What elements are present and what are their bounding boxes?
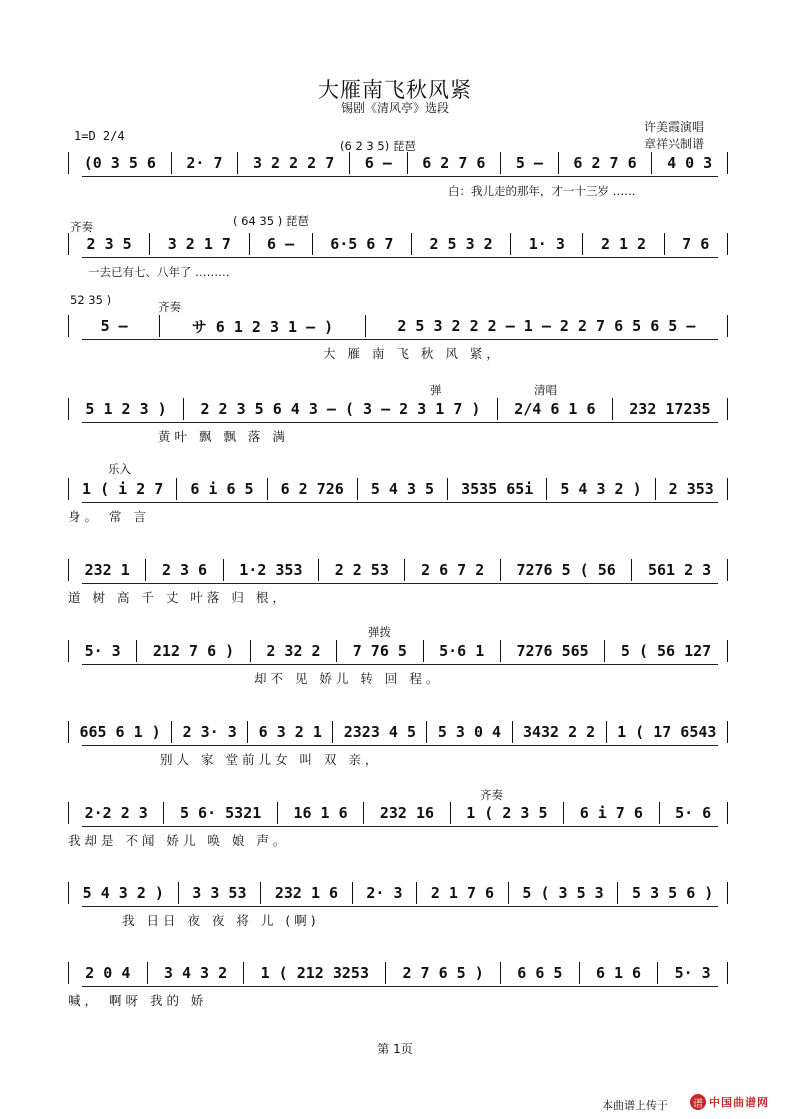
- score-row: [68, 383, 728, 444]
- bar-line: [68, 478, 69, 500]
- bar-line: [558, 152, 559, 174]
- notes-line: [68, 721, 728, 743]
- measure: 6 6 5: [517, 964, 563, 982]
- measure: 3 2 1 7: [167, 235, 231, 253]
- bar-line: [563, 802, 564, 824]
- measure: 5 –: [100, 317, 128, 335]
- bar-line: [727, 152, 728, 174]
- measure: 6 i 6 5: [190, 480, 254, 498]
- bar-line: [277, 802, 278, 824]
- lyric-line: 我却是 不闻 娇儿 唤 娘 声。: [68, 833, 290, 848]
- bar-line: [332, 721, 333, 743]
- bar-line: [171, 152, 172, 174]
- measure: 6 i 7 6: [579, 804, 643, 822]
- bar-line: [582, 233, 583, 255]
- bar-line: [318, 559, 319, 581]
- performance-annotation: 乐入: [108, 462, 131, 476]
- bar-line: [349, 152, 350, 174]
- performance-annotation: 齐奏: [70, 220, 93, 234]
- measure: サ 6 1 2 3 1 – ): [191, 317, 334, 336]
- bar-line: [447, 478, 448, 500]
- score-row: [68, 214, 728, 279]
- measure: 2 1 2: [600, 235, 647, 253]
- notes-line: [68, 398, 728, 420]
- measure: 561 2 3: [648, 561, 712, 579]
- bar-line: [497, 398, 498, 420]
- beam-underline: [82, 502, 718, 503]
- bar-line: [178, 882, 179, 904]
- performance-annotation: (6 2 3 5) 琵琶: [340, 139, 416, 153]
- bar-line: [68, 802, 69, 824]
- beam-underline: [82, 257, 718, 258]
- measure: 5 3 5 6 ): [632, 884, 714, 902]
- performance-annotation: 52 35 ): [70, 293, 112, 307]
- bar-line: [727, 721, 728, 743]
- beam-underline: [82, 826, 718, 827]
- narration-line: 一去已有七、八年了 ………: [88, 265, 230, 279]
- measure: 2 5 3 2: [429, 235, 493, 253]
- bar-line: [612, 398, 613, 420]
- bar-line: [500, 640, 501, 662]
- bar-line: [68, 640, 69, 662]
- bar-line: [159, 315, 160, 337]
- measure: 1 ( 212 3253: [260, 964, 369, 982]
- measure: 5 6· 5321: [180, 804, 262, 822]
- bar-line: [312, 233, 313, 255]
- bar-line: [68, 315, 69, 337]
- bar-line: [237, 152, 238, 174]
- bar-line: [727, 802, 728, 824]
- measure: 1 ( i 2 7: [82, 480, 164, 498]
- measure: 232 17235: [629, 400, 711, 418]
- performance-annotation: 弹拨: [368, 625, 391, 639]
- beam-underline: [82, 339, 718, 340]
- bar-line: [136, 640, 137, 662]
- measure: 2 2 3 5 6 4 3 – ( 3 – 2 3 1 7 ): [200, 400, 481, 418]
- bar-line: [68, 559, 69, 581]
- narration-line: 白：我儿走的那年，才一十三岁 ……: [448, 184, 636, 198]
- bar-line: [450, 802, 451, 824]
- measure: 2 3 5: [86, 235, 132, 253]
- score-row: [68, 788, 728, 848]
- measure: 665 6 1 ): [79, 723, 161, 741]
- bar-line: [727, 233, 728, 255]
- measure: (0 3 5 6: [83, 154, 156, 172]
- measure: 5· 6: [675, 804, 712, 822]
- measure: 2/4 6 1 6: [514, 400, 596, 418]
- measure: 1· 3: [528, 235, 565, 253]
- score-row: [68, 625, 728, 686]
- bar-line: [508, 882, 509, 904]
- measure: 6 2 7 6: [573, 154, 637, 172]
- beam-underline: [82, 664, 718, 665]
- measure: 7 6: [682, 235, 710, 253]
- bar-line: [68, 152, 69, 174]
- measure: 2 353: [668, 480, 714, 498]
- notes-line: [68, 559, 728, 581]
- measure: 5 ( 56 127: [620, 642, 712, 660]
- lyric-line: 喊， 啊呀 我的 娇: [68, 993, 208, 1008]
- bar-line: [512, 721, 513, 743]
- measure: 2·2 2 3: [84, 804, 148, 822]
- bar-line: [243, 962, 244, 984]
- measure: 4 0 3: [667, 154, 713, 172]
- score-row: [68, 559, 728, 605]
- bar-line: [423, 640, 424, 662]
- measure: 5 ( 3 5 3: [522, 884, 604, 902]
- bar-line: [249, 233, 250, 255]
- notes-line: [68, 802, 728, 824]
- page-title: 大雁南飞秋风紧: [318, 78, 472, 102]
- bar-line: [363, 802, 364, 824]
- bar-line: [352, 882, 353, 904]
- bar-line: [651, 152, 652, 174]
- bar-line: [147, 962, 148, 984]
- beam-underline: [82, 583, 718, 584]
- measure: 3535 65i: [461, 480, 534, 498]
- measure: 6 2 726: [280, 480, 344, 498]
- bar-line: [510, 233, 511, 255]
- bar-line: [171, 721, 172, 743]
- notes-line: [68, 882, 728, 904]
- measure: 232 16: [379, 804, 435, 822]
- measure: 3432 2 2: [522, 723, 596, 741]
- measure: 6 –: [267, 235, 295, 253]
- performance-annotation: 清唱: [534, 383, 557, 397]
- bar-line: [68, 882, 69, 904]
- beam-underline: [82, 986, 718, 987]
- measure: 5 4 3 2 ): [560, 480, 642, 498]
- score-row: [68, 462, 728, 524]
- measure: 212 7 6 ): [152, 642, 235, 660]
- bar-line: [68, 233, 69, 255]
- measure: 3 4 3 2: [163, 964, 228, 982]
- notes-line: [68, 315, 728, 337]
- bar-line: [655, 478, 656, 500]
- measure: 16 1 6: [293, 804, 348, 822]
- bar-line: [500, 152, 501, 174]
- measure: 5·6 1: [439, 642, 485, 660]
- bar-line: [385, 962, 386, 984]
- measure: 6 3 2 1: [258, 723, 322, 741]
- measure: 5 1 2 3 ): [85, 400, 167, 418]
- bar-line: [416, 882, 417, 904]
- bar-line: [659, 802, 660, 824]
- measure: 2 2 53: [334, 561, 389, 579]
- measure: 2· 3: [366, 884, 403, 902]
- measure: 7 76 5: [352, 642, 407, 660]
- bar-line: [727, 882, 728, 904]
- notes-line: [68, 640, 728, 662]
- bar-line: [727, 640, 728, 662]
- bar-line: [500, 559, 501, 581]
- score-row: [68, 721, 728, 767]
- measure: 2323 4 5: [343, 723, 416, 741]
- bar-line: [617, 882, 618, 904]
- notation-credit: 章祥兴制谱: [644, 137, 705, 151]
- bar-line: [336, 640, 337, 662]
- measure: 7276 565: [516, 642, 589, 660]
- lyric-line: 我 日日 夜 夜 将 儿 (啊): [122, 913, 320, 928]
- bar-line: [727, 559, 728, 581]
- lyric-line: 大 雁 南 飞 秋 风 紧，: [323, 346, 503, 361]
- bar-line: [68, 398, 69, 420]
- notes-line: [68, 962, 728, 984]
- bar-line: [604, 640, 605, 662]
- performance-annotation: 齐奏: [158, 300, 181, 314]
- lyric-line: 道 树 高 千 丈 叶落 归 根，: [68, 590, 289, 605]
- measure: 3 3 53: [192, 884, 247, 902]
- bar-line: [176, 478, 177, 500]
- bar-line: [145, 559, 146, 581]
- bar-line: [68, 962, 69, 984]
- bar-line: [149, 233, 150, 255]
- performance-annotation: 齐奏: [480, 788, 503, 802]
- notes-line: [68, 233, 728, 255]
- logo-icon: 谱: [690, 1094, 706, 1110]
- measure: 2 0 4: [85, 964, 131, 982]
- measure: 2 3 6: [161, 561, 208, 579]
- measure: 232 1 6: [274, 884, 339, 902]
- lyric-line: 黄叶 飘 飘 落 满: [158, 429, 289, 444]
- measure: 5 –: [515, 154, 543, 172]
- measure: 2 7 6 5 ): [402, 964, 484, 982]
- measure: 5 4 3 2 ): [82, 884, 164, 902]
- bar-line: [664, 233, 665, 255]
- measure: 2 32 2: [266, 642, 321, 660]
- measure: 7276 5 ( 56: [516, 561, 616, 579]
- measure: 5 3 0 4: [437, 723, 502, 741]
- performance-annotation: ( 64 35 ) 琵琶: [233, 214, 309, 228]
- logo-text: 中国曲谱网: [709, 1096, 769, 1109]
- measure: 2 5 3 2 2 2 – 1 – 2 2 7 6 5 6 5 –: [397, 317, 696, 335]
- measure: 6 1 6: [595, 964, 642, 982]
- bar-line: [657, 962, 658, 984]
- bar-line: [267, 478, 268, 500]
- measure: 2 6 7 2: [421, 561, 485, 579]
- beam-underline: [82, 422, 718, 423]
- score-row: [68, 962, 728, 1008]
- measure: 6 –: [364, 154, 392, 172]
- key-signature: 1=D 2/4: [74, 129, 125, 143]
- measure: 2· 7: [186, 154, 223, 172]
- bar-line: [727, 398, 728, 420]
- bar-line: [606, 721, 607, 743]
- page-number: 第 1页: [377, 1042, 413, 1056]
- bar-line: [727, 478, 728, 500]
- measure: 6·5 6 7: [330, 235, 394, 253]
- bar-line: [357, 478, 358, 500]
- singer-credit: 许美霞演唱: [644, 120, 705, 134]
- bar-line: [500, 962, 501, 984]
- measure: 3 2 2 2 7: [252, 154, 335, 172]
- notes-line: [68, 152, 728, 174]
- bar-line: [183, 398, 184, 420]
- lyric-line: 身。 常 言: [68, 509, 150, 524]
- bar-line: [223, 559, 224, 581]
- score-row: [68, 882, 728, 928]
- beam-underline: [82, 745, 718, 746]
- beam-underline: [82, 176, 718, 177]
- bar-line: [579, 962, 580, 984]
- measure: 5· 3: [674, 964, 711, 982]
- bar-line: [404, 559, 405, 581]
- bar-line: [727, 962, 728, 984]
- measure: 1·2 353: [239, 561, 303, 579]
- bar-line: [163, 802, 164, 824]
- score-row: [68, 293, 728, 361]
- bar-line: [631, 559, 632, 581]
- measure: 5· 3: [84, 642, 121, 660]
- bar-line: [426, 721, 427, 743]
- bar-line: [250, 640, 251, 662]
- measure: 1 ( 2 3 5: [466, 804, 548, 822]
- measure: 2 1 7 6: [430, 884, 495, 902]
- upload-note: 本曲谱上传于: [602, 1099, 668, 1112]
- bar-line: [407, 152, 408, 174]
- measure: 5 4 3 5: [370, 480, 435, 498]
- measure: 1 ( 17 6543: [617, 723, 717, 741]
- bar-line: [546, 478, 547, 500]
- bar-line: [260, 882, 261, 904]
- beam-underline: [82, 906, 718, 907]
- bar-line: [365, 315, 366, 337]
- lyric-line: 却不 见 娇儿 转 回 程。: [254, 671, 443, 686]
- notes-line: [68, 478, 728, 500]
- measure: 232 1: [84, 561, 130, 579]
- page-subtitle: 锡剧《清风亭》选段: [340, 101, 449, 115]
- bar-line: [411, 233, 412, 255]
- site-logo: [690, 1093, 778, 1111]
- bar-line: [68, 721, 69, 743]
- bar-line: [727, 315, 728, 337]
- performance-annotation: 弹: [430, 383, 442, 397]
- lyric-line: 别人 家 堂前儿女 叫 双 亲，: [160, 752, 382, 767]
- bar-line: [247, 721, 248, 743]
- measure: 2 3· 3: [182, 723, 237, 741]
- measure: 6 2 7 6: [422, 154, 486, 172]
